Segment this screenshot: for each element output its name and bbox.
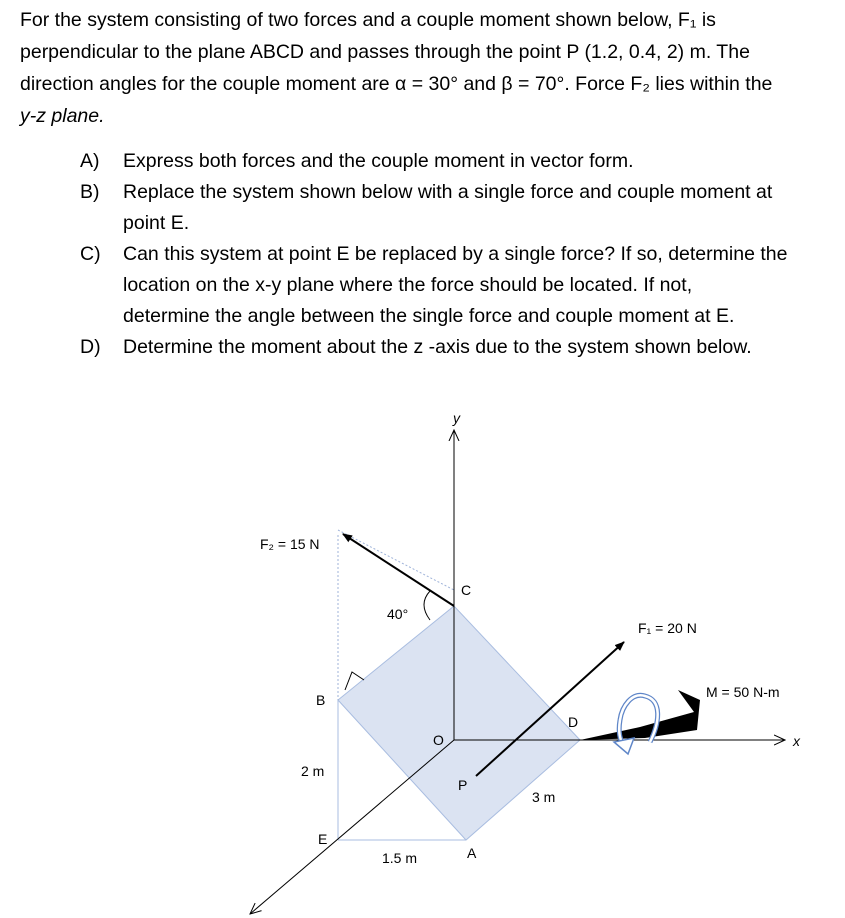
angle-40-arc — [424, 591, 430, 620]
angle-label: 40° — [387, 606, 409, 622]
point-b-label: B — [316, 692, 326, 708]
problem-line-1: For the system consisting of two forces and a couple moment shown below, F₁ is — [20, 9, 716, 31]
task-d-label: D) — [80, 336, 101, 358]
f1-label: F₁ = 20 N — [638, 620, 697, 636]
point-d-label: D — [568, 714, 579, 730]
task-c-line-2: location on the x-y plane where the force should be located. If not, — [123, 274, 693, 296]
moment-label: M = 50 N-m — [706, 684, 780, 700]
task-c — [80, 239, 835, 332]
point-p-label: P — [458, 777, 468, 793]
task-d — [80, 332, 835, 363]
point-e-label: E — [318, 831, 328, 847]
task-b-line-2: point E. — [123, 212, 190, 234]
problem-line-3: direction angles for the couple moment are α = 30° and β = 70°. Force F₂ lies within the — [20, 73, 773, 95]
force-f2-arrow — [343, 534, 454, 606]
task-a-line-1: Express both forces and the couple moment in vector form. — [123, 150, 634, 172]
task-d-line-1: Determine the moment about the z -axis due to the system shown below. — [123, 336, 752, 358]
task-b-line-1: Replace the system shown below with a single force and couple moment at — [123, 181, 773, 203]
x-axis-label: x — [793, 733, 800, 749]
task-c-label: C) — [80, 243, 101, 265]
task-list — [80, 146, 835, 363]
task-c-line-1: Can this system at point E be replaced by a single force? If so, determine the — [123, 243, 788, 265]
point-c-label: C — [461, 582, 472, 598]
task-b — [80, 177, 835, 239]
dotted-top-line — [338, 530, 454, 590]
dim-2m-label: 2 m — [301, 763, 325, 779]
dim-1-5m-label: 1.5 m — [382, 850, 418, 866]
problem-line-4: y-z plane. — [20, 105, 105, 127]
dim-3m-label: 3 m — [532, 789, 556, 805]
problem-statement — [20, 4, 832, 132]
y-axis-label: y — [453, 410, 460, 426]
task-a — [80, 146, 835, 177]
f2-label: F₂ = 15 N — [260, 536, 320, 552]
point-o-label: O — [433, 732, 444, 748]
z-axis — [250, 740, 454, 914]
force-system-diagram — [0, 400, 845, 918]
task-b-label: B) — [80, 181, 100, 203]
problem-line-2: perpendicular to the plane ABCD and passes through the point P (1.2, 0.4, 2) m. The — [20, 41, 750, 63]
couple-moment-arrow-icon — [580, 690, 700, 754]
task-a-label: A) — [80, 150, 100, 172]
point-a-label: A — [467, 845, 477, 861]
task-c-line-3: determine the angle between the single force and couple moment at E. — [123, 305, 735, 327]
